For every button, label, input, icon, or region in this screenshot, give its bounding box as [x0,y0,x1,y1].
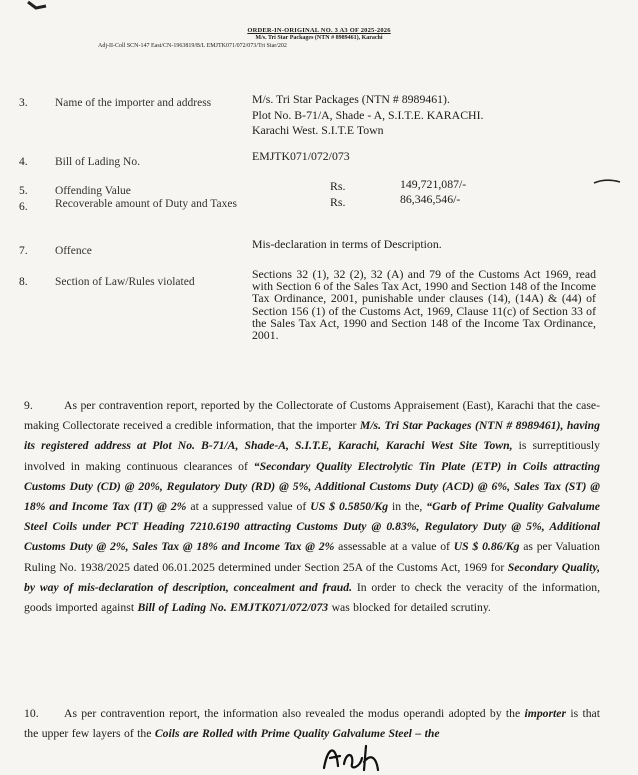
para9-text-5: assessable at a value of [334,540,454,554]
paragraph-9 [24,396,600,618]
recoverable-duty-value: 86,346,546/- [400,192,461,206]
order-title: ORDER-IN-ORIGINAL NO. 3 A3 OF 2025-2026 [247,27,391,34]
field-8-label: Section of Law/Rules violated [55,276,195,288]
para9-text-1: As per contravention report, reported by the Collectorate of Customs Appraisement (East), Karachi that the case-making Collectorate received a credible information, that the importer [24,399,600,433]
recoverable-duty-currency: Rs. [330,195,346,209]
para9-text-2: is surreptitiously involved in making continuous clearances of [24,439,600,473]
offending-value-currency: Rs. [330,179,346,193]
importer-name-address: M/s. Tri Star Packages (NTN # 8989461). Plot No. B-71/A, Shade - A, S.I.T.E. KARACHI. Karachi West. S.I.T.E Town [252,92,484,137]
para9-suppressed-value: US $ 0.5850/Kg [310,500,389,514]
order-reference: Adj-II-Coll SCN-147 East/CN-1963819/B/L EMJTK071/072/073/Tri Star/202 [98,43,287,49]
paragraph-10 [24,704,600,744]
paragraph-10-number: 10. [24,707,39,720]
field-4-label: Bill of Lading No. [55,156,140,168]
bill-of-lading-value: EMJTK071/072/073 [252,149,350,163]
para9-text-4: in the, [388,500,427,514]
para9-text-7: In order to check the veracity of the information, goods imported against [24,580,601,615]
field-3-no: 3. [19,97,28,109]
law-violated-value: Sections 32 (1), 32 (2), 32 (A) and 79 of the Customs Act 1969, read with Section 6 of the Sales Tax Act, 1990 and Section 148 of the Income Tax Ordinance, 2001, punishable under clauses (14), (14A) & (44) of Section 156 (1) of the Customs Act, 1969, Clause 11(c) of Section 33 of the Sales Tax Act, 1990 and Section 148 of the Income Tax Ordinance, 2001. [252,267,596,343]
para10-coils-rolled: Coils are Rolled with Prime Quality Galvalume Steel – the [154,727,440,741]
para9-bill-of-lading: Bill of Lading No. EMJTK071/072/073 [137,601,329,615]
field-6-no: 6. [19,201,28,213]
para9-text-8: was blocked for detailed scrutiny. [328,601,491,615]
margin-mark-icon [592,178,622,186]
para10-importer: importer [524,707,567,720]
field-5-no: 5. [19,185,28,197]
field-6-label: Recoverable amount of Duty and Taxes [55,198,237,210]
field-7-no: 7. [19,245,28,257]
offending-value: 149,721,087/- [400,177,467,191]
field-7-label: Offence [55,245,92,257]
para9-importer-address: M/s. Tri Star Packages (NTN # 8989461), having its registered address at Plot No. B-71/A, Shade-A, S.I.T.E, Karachi, Karachi West Site Town, [24,419,600,453]
order-parties: M/s. Tri Star Packages (NTN # 8989461), Karachi [255,35,383,41]
para10-text-1: As per contravention report, the information also revealed the modus operandi adopted by the [64,707,525,720]
field-5-label: Offending Value [55,185,131,197]
para10-text-2: is that the upper few layers of the [24,707,600,741]
para9-assessable-value: US $ 0.86/Kg [453,540,520,554]
signature-icon [318,740,390,774]
para9-garb-prime-quality: “Garb of Prime Quality Galvalume Steel Coils under PCT Heading 7210.6190 attracting Customs Duty @ 0.83%, Regulatory Duty @ 5%, Additional Customs Duty @ 2%, Sales Tax @ 18% and Income Tax @ 2% [24,500,600,554]
para9-secondary-quality: “Secondary Quality Electrolytic Tin Plate (ETP) in Coils attracting Customs Duty (CD) @ 20%, Regulatory Duty (RD) @ 5%, Additional Customs Duty (ACD) @ 6%, Sales Tax (ST) @ 18% and Income Tax (IT) @ 2% [24,459,600,514]
offence-value: Mis-declaration in terms of Description. [252,237,442,251]
paragraph-9-number: 9. [24,399,33,412]
para9-text-6: as per Valuation Ruling No. 1938/2025 dated 06.01.2025 determined under Section 25A of the Customs Act, 1969 for [24,540,600,574]
para9-misdeclaration: Secondary Quality, by way of mis-declaration of description, concealment and fraud. [24,560,601,594]
field-4-no: 4. [19,156,28,168]
scan-mark-icon [26,0,48,10]
para9-text-3: at a suppressed value of [186,500,311,514]
field-3-label: Name of the importer and address [55,97,212,109]
field-8-no: 8. [19,276,28,288]
